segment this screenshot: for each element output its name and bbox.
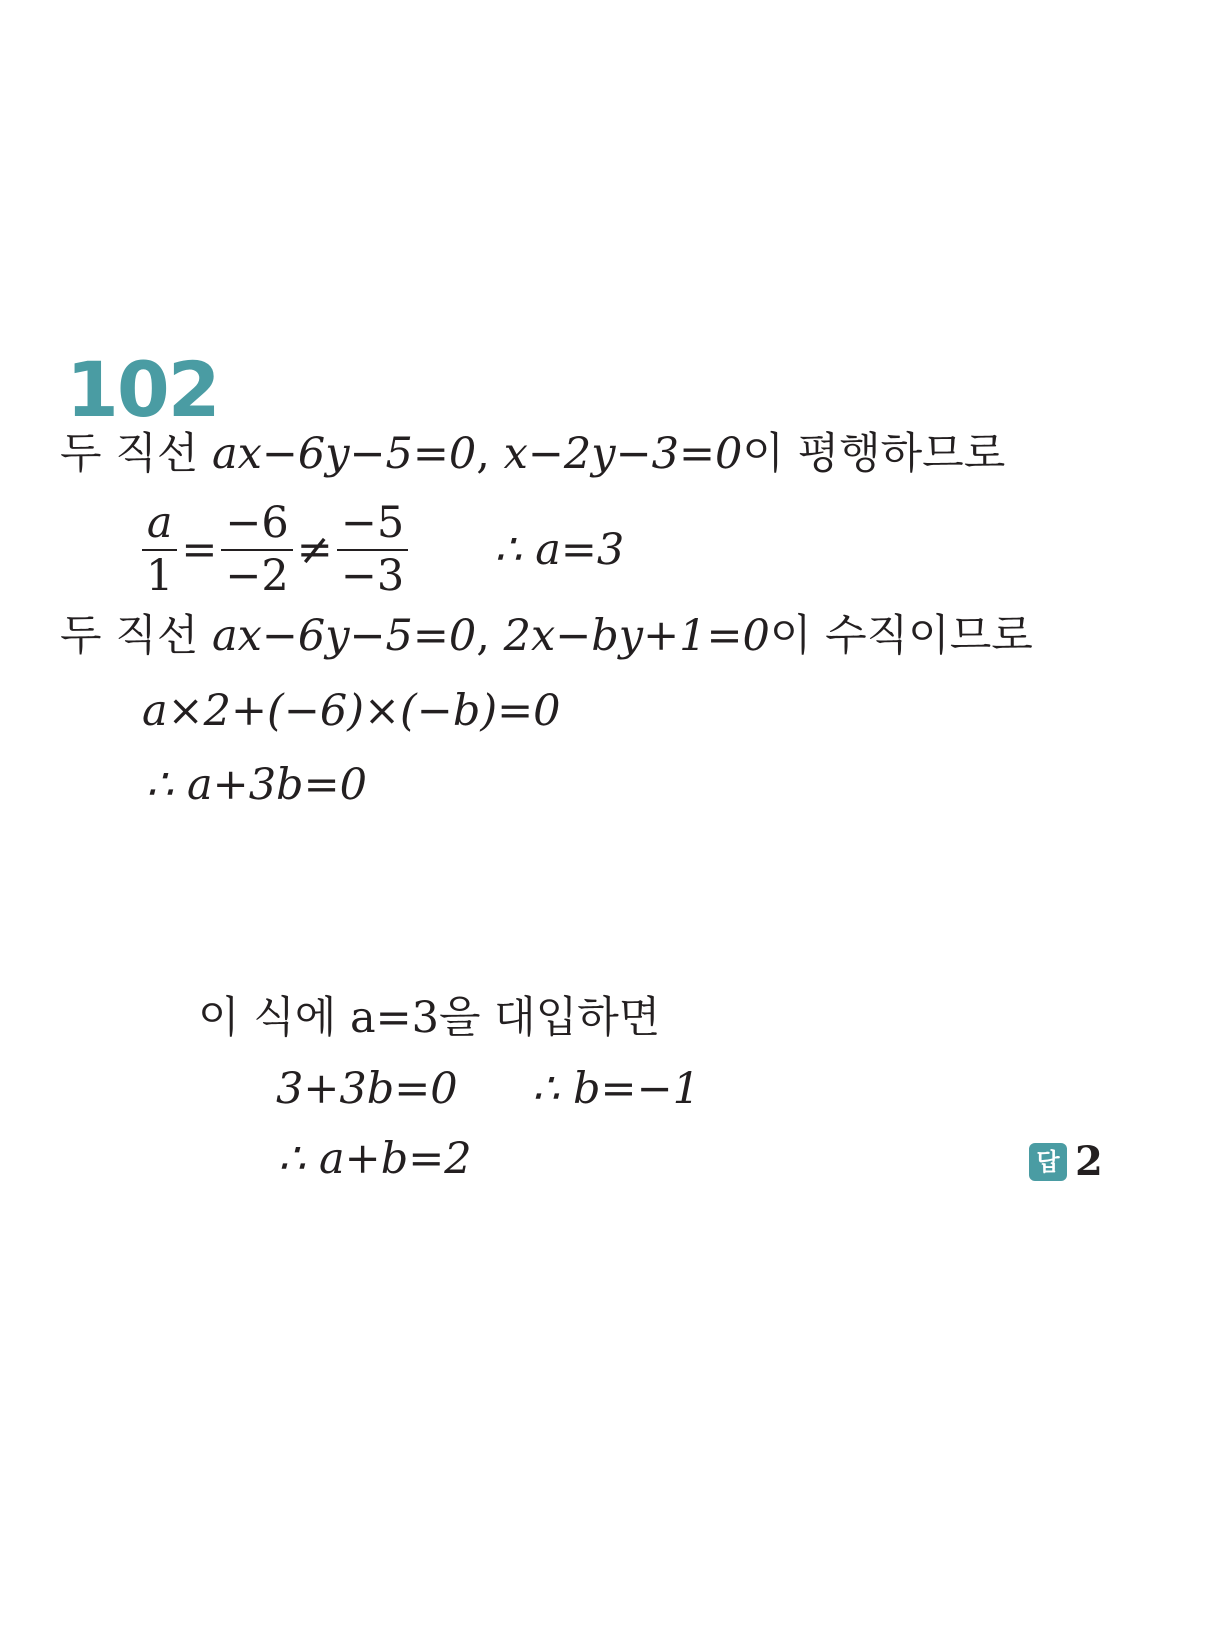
ratio-equation xyxy=(142,498,628,601)
line1-prefix: 두 직선 xyxy=(60,429,212,479)
fraction-2-denominator: −2 xyxy=(225,551,289,601)
line1-equation-2: x−2y−3=0 xyxy=(503,429,743,479)
ratio-result: ∴ a=3 xyxy=(494,524,625,575)
line1-separator: , xyxy=(476,429,504,479)
fraction-3-numerator: −5 xyxy=(337,502,408,551)
fraction-2-numerator: −6 xyxy=(221,502,292,551)
perpendicular-condition: a×2+(−6)×(−b)=0 xyxy=(142,686,561,736)
fraction-1-denominator: 1 xyxy=(146,551,174,601)
final-result: ∴ a+b=2 xyxy=(278,1134,472,1184)
line2-equation-1: ax−6y−5=0 xyxy=(211,611,477,661)
parallel-statement xyxy=(60,429,1006,479)
answer-value: 2 xyxy=(1075,1138,1103,1185)
equals-sign: = xyxy=(181,524,218,575)
line1-equation-1: ax−6y−5=0 xyxy=(211,429,477,479)
answer-badge: 답 xyxy=(1029,1143,1067,1181)
perpendicular-statement xyxy=(60,611,1033,661)
fraction-neg6-over-neg2 xyxy=(221,498,292,601)
answer-block xyxy=(1029,1138,1103,1185)
line2-separator: , xyxy=(476,611,504,661)
substitution-text: 이 식에 a=3을 대입하면 xyxy=(198,993,661,1043)
problem-number: 102 xyxy=(66,345,219,434)
line2-prefix: 두 직선 xyxy=(60,611,212,661)
fraction-3-denominator: −3 xyxy=(340,551,405,601)
b-result: ∴ b=−1 xyxy=(532,1064,700,1114)
substituted-equation: 3+3b=0 xyxy=(276,1064,458,1114)
fraction-a-over-1 xyxy=(142,498,177,601)
perpendicular-result: ∴ a+3b=0 xyxy=(146,760,367,810)
line1-suffix: 이 평행하므로 xyxy=(742,429,1006,479)
line2-suffix: 이 수직이므로 xyxy=(769,611,1033,661)
fraction-neg5-over-neg3 xyxy=(337,498,408,601)
line2-equation-2: 2x−by+1=0 xyxy=(503,611,770,661)
not-equal-sign: ≠ xyxy=(296,524,333,575)
fraction-1-numerator: a xyxy=(142,502,177,551)
